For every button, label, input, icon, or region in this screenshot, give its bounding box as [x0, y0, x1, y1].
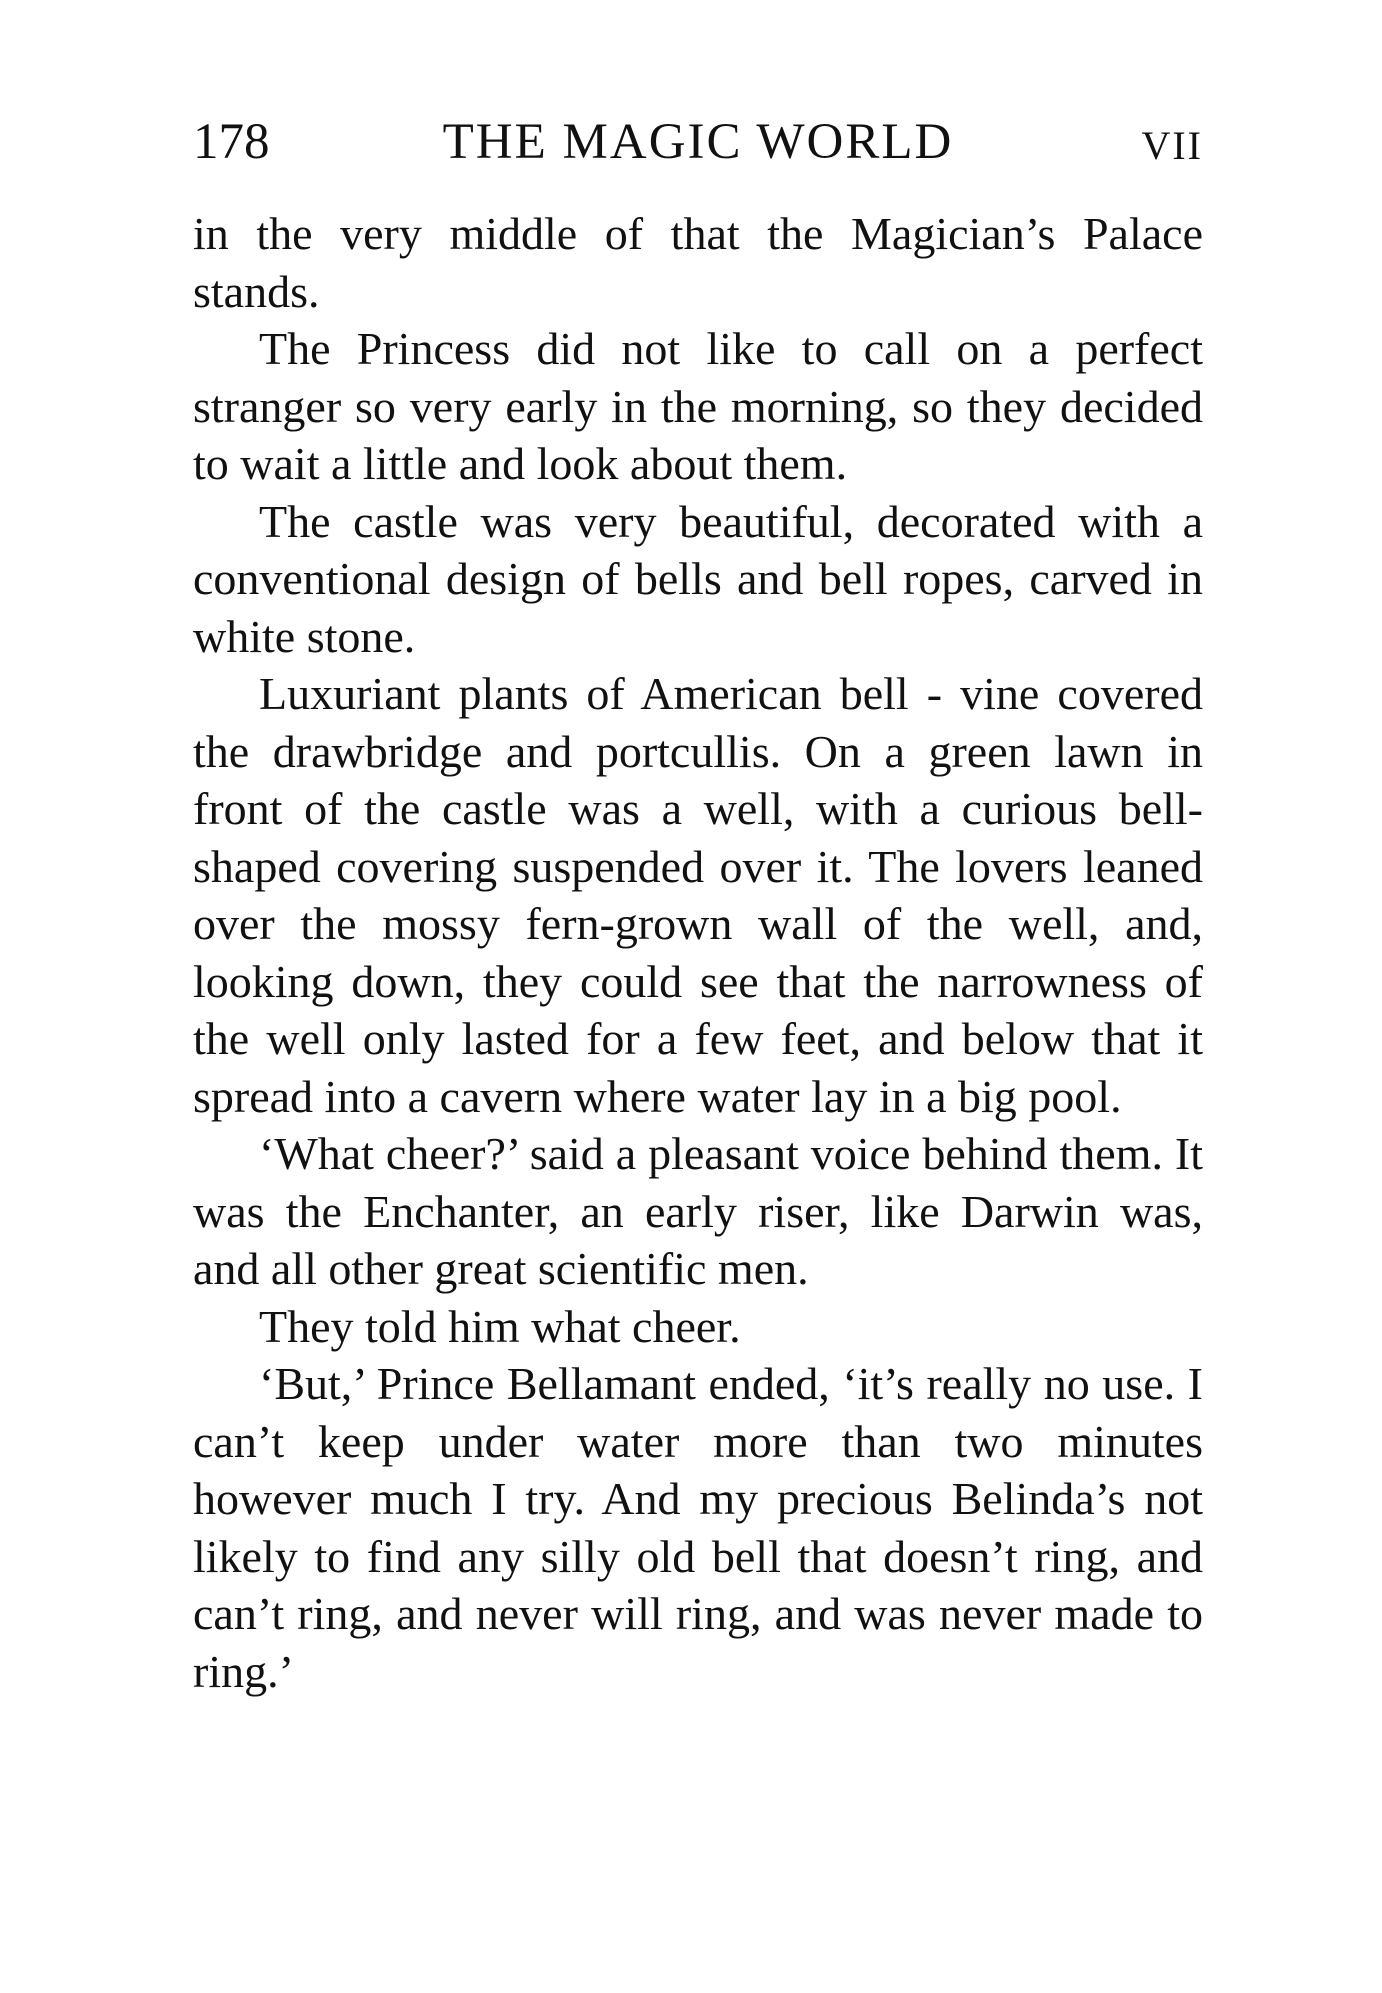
paragraph: They told him what cheer. — [259, 1300, 741, 1352]
paragraph: ‘But,’ Prince Bellamant ended, ‘it’s really no use. I can’t keep under water more than two minutes however much I try. And my precious Belinda’s not likely to find any silly old bell that doesn’t ring, and can’t ring, and never will ring, and was never made to ring.’ — [193, 1358, 1203, 1697]
page-number: 178 — [193, 114, 270, 170]
running-head — [193, 112, 1203, 172]
chapter-number: VII — [1141, 123, 1203, 168]
body-text — [193, 205, 1203, 1700]
paragraph: Luxuriant plants of American bell - vine covered the drawbridge and portcullis. On a green lawn in front of the castle was a well, with a curious bell-shaped covering suspended over it. The lovers leaned over the mossy fern-grown wall of the well, and, looking down, they could see that the narrowness of the well only lasted for a few feet, and below that it spread into a cavern where water lay in a big pool. — [193, 668, 1203, 1122]
paragraph-continued: in the very middle of that the Magician’s Palace stands. — [193, 208, 1203, 317]
paragraph: The castle was very beautiful, decorated with a conventional design of bells and bell ropes, carved in white stone. — [193, 495, 1203, 662]
running-title: THE MAGIC WORLD — [442, 114, 954, 170]
paragraph: ‘What cheer?’ said a pleasant voice behind them. It was the Enchanter, an early riser, like Darwin was, and all other great scientific men. — [193, 1128, 1203, 1294]
paragraph: The Princess did not like to call on a perfect stranger so very early in the morning, so they decided to wait a little and look about them. — [193, 323, 1203, 489]
